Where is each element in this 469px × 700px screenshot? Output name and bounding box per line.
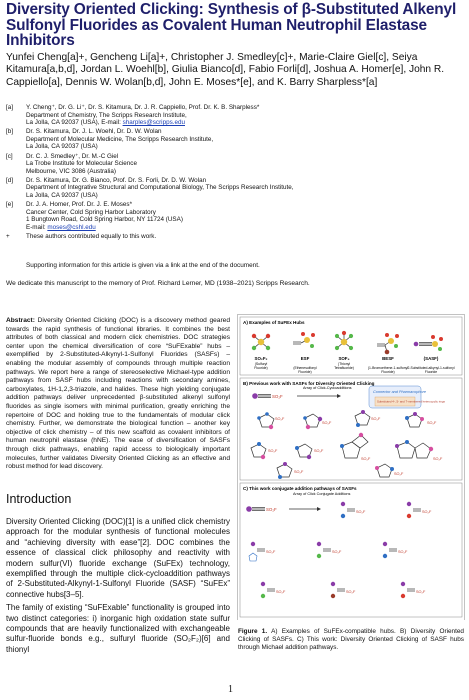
intro-paragraph: The family of existing “SuFExable” functionality is grouped into two distinct categories: i) inorganic high oxidation state sulfur compounds that are heavily functionalized with exchangeable sulfur-fluoride bonds e.g., sulfuryl fluoride (SO₂F₂)[6] and thionyl [6,603,230,654]
author-list: Yunfei Cheng[a]+, Gencheng Li[a]+, Christopher J. Smedley[c]+, Marie-Claire Giel[c], Seiya Kitamura[a,b,d], Jordan L. Woehl[b], Giulia Bianco[d], Fabio Forli[d], Joshua A. Homer[e], John R. Cappiello[a], Dennis W. Wolan[b,d], John E. Moses*[e], and K. Barry Sharpless*[a] [6,52,445,88]
affiliation-line: La Jolla, CA 92037 (USA), E-mail: [26,119,123,126]
hub-name: (Ethenesulfonyl [293,366,317,370]
hub-name: Fluoride) [298,370,312,374]
hub-name: Fluoride) [381,370,395,374]
affiliation-line: La Jolla, CA 92037 (USA) [26,191,98,199]
figure-1 [237,314,465,620]
introduction-body [6,517,230,658]
affiliation-item [6,153,464,176]
affiliation-line: La Jolla, CA 92037 (USA) [26,143,98,151]
affiliation-line: Dr. S. Kitamura, Dr. G. Bianco, Prof. Dr. S. Forli, Dr. D. W. Wolan [26,176,207,184]
so2f-label: SO₂F [394,472,404,476]
affiliation-list [6,104,464,242]
affiliation-line: La Trobe Institute for Molecular Science [26,160,137,168]
array-label-c: Array of Click Conjugate Additions [293,492,351,496]
affiliation-line: Dr. J. A. Homer, Prof. Dr. J. E. Moses* [26,201,133,209]
caption-label: Figure 1. [238,628,268,635]
affiliation-marker: [a] [6,104,14,111]
connector-label: Connector and Pharmacophore [373,390,426,394]
hub-name: Fluoride [424,370,438,374]
so2f-label: SO₂F [398,550,408,554]
email-link[interactable]: moses@cshl.edu [47,223,96,231]
abstract [6,317,230,472]
affiliation-line: Melbourne, VIC 3086 (Australia) [26,167,116,175]
abstract-label: Abstract: [6,317,35,324]
hub-formula: BESF [382,356,394,361]
so2f-label: SO₂F [371,417,381,421]
affiliation-line: E-mail: [26,223,48,231]
so2f-label: SO₂F [294,470,304,474]
affiliation-marker: [e] [6,201,14,209]
panel-b-title: B) Previous work with SASFs for Diversity Oriented Clicking [243,381,375,386]
panel-c-title: C) This work conjugate addition pathways of SASFs [243,486,357,491]
email-link[interactable]: sharples@scripps.edu [122,119,185,126]
hub-name: (Thionyl [337,362,351,366]
hub-name: 2-Substituted-alkynyl-1-sulfonyl [407,366,455,370]
so2f-label: SO₂F [268,449,278,453]
so2f-label: SO₂F [422,510,432,514]
affiliation-line: Department of Chemistry, The Scripps Research Institute, [26,111,187,119]
affiliation-item [6,233,464,241]
affiliation-line: Department of Molecular Medicine, The Scripps Research Institute, [26,135,214,143]
supporting-info-note: Supporting information for this article is given via a link at the end of the document. [26,262,260,269]
so2f-label: SO₂F [433,457,443,461]
so2f-label: SO₂F [266,507,277,512]
so2f-label: SO₂F [332,550,342,554]
so2f-label: SO₂F [314,449,324,453]
abstract-text: Diversity Oriented Clicking (DOC) is a discovery method geared towards the rapid synthesis of functional libraries. It combines the best attributes of both classical and modern click chemistries. DOC strategies center upon the chemical diversification of core “SuFExable” hubs – exemplified by 2-Substituted-Alkynyl-1-Sulfonyl Fluorides (SASFs) – enabling the modular assembly of compounds through multiple reaction pathways. We report here a range of stereoselective Michael-type addition pathways from SASF hubs including reactions with secondary amines, carboxylates, 1H-1,2,3-triazole, and halides. These high yielding conjugate addition pathways deliver unprecedented β-substituted alkenyl sulfonyl fluorides as single isomers with minimal purification, greatly enriching the repertoire of DOC and holding true to the fundamentals of modular click chemistry. Further, we demonstrate the biological function – another key objective of click chemistry – of this new scaffold as covalent inhibitors of human neutrophil elastase (hNE). The ease of diversification of SASFs through click pathways, enabling rapid access to biologically important molecules, further validates Diversity Oriented Clicking as an effective and robust method for lead discovery. [6,317,230,471]
section-heading-introduction: Introduction [6,492,72,506]
affiliation-marker: [d] [6,176,14,184]
so2f-label: SO₂F [416,590,426,594]
hub-formula: ESF [300,356,310,361]
so2f-label: SO₂F [276,590,286,594]
dedication: We dedicate this manuscript to the memory of Prof. Richard Lerner, MD (1938–2021) Scripps Research. [6,280,310,287]
hub-formula: SOF₄ [338,356,350,361]
affiliation-item [6,104,464,127]
so2f-label: SO₂F [275,417,285,421]
figure-caption [238,628,464,653]
so2f-label: SO₂F [322,421,332,425]
hub-name: Tetrafluoride) [334,366,354,370]
affiliation-line: Cancer Center, Cold Spring Harbor Laboratory [26,208,156,216]
affiliation-marker: + [6,232,10,240]
so2f-label: SO₂F [266,550,276,554]
panel-a-title: A) Examples of SuFEx Hubs [243,320,305,325]
so2f-label: SO₂F [427,421,437,425]
page-number: 1 [228,684,233,695]
so2f-label: SO₂F [272,394,283,399]
affiliation-item [6,128,464,151]
affiliation-marker: [c] [6,152,13,160]
affiliation-line: 1 Bungtown Road, Cold Spring Harbor, NY 11724 (USA) [26,216,183,224]
affiliation-line: Department of Integrative Structural and Computational Biology, The Scripps Research Institute, [26,184,294,192]
hub-name: (Sulfuryl [254,362,268,366]
affiliation-line: Y. Cheng⁺, Dr. G. Li⁺, Dr. S. Kitamura, Dr. J. R. Cappiello, Prof. Dr. K. B. Sharpless* [26,104,260,111]
substituted-label: Substituted 4-, 5- and 7-membered heterocyclic rings [377,399,445,404]
affiliation-item [6,177,464,200]
hub-name: (1-Bromoethene-1-sulfonyl [367,366,409,370]
affiliation-item [6,201,464,231]
hub-name: Fluoride) [254,366,268,370]
so2f-label: SO₂F [356,510,366,514]
array-label-b: Array of Click-Cycloadditions [303,386,352,390]
affiliation-line: Dr. S. Kitamura, Dr. J. L. Woehl, Dr. D. W. Wolan [26,128,162,136]
so2f-label: SO₂F [346,590,356,594]
affiliation-line: Dr. C. J. Smedley⁺, Dr. M.-C Giel [26,152,119,160]
paper-title: Diversity Oriented Clicking: Synthesis of β-Substituted Alkenyl Sulfonyl Fluorides as Covalent Human Neutrophil Elastase Inhibitors [6,1,457,49]
affiliation-line: These authors contributed equally to this work. [26,232,157,240]
intro-paragraph: Diversity Oriented Clicking (DOC)[1] is a unified click chemistry approach for the modular synthesis of functional molecules and “achieving diversity with ease”[2]. DOC combines the essence of classical click philosophy and reactivity with modern sulfur(VI) fluoride exchange (SuFEx) technology, exemplified through the multiple click-cycloaddition pathways of 2-Substituted-Alkynyl-1-Sulfonyl Fluoride (SASF) “SuFEx” connective hubs[3–5]. [6,517,230,599]
so2f-label: SO₂F [361,457,371,461]
hub-formula: SO₂F₂ [254,356,268,361]
affiliation-marker: [b] [6,128,14,136]
caption-text: A) Examples of SuFEx-compatible hubs. B) Diversity Oriented Clicking of SASFs. C) This work: Diversity Oriented Clicking of SASF hubs through Michael addition pathways. [238,628,464,652]
hub-formula: (SASF) [423,356,439,361]
